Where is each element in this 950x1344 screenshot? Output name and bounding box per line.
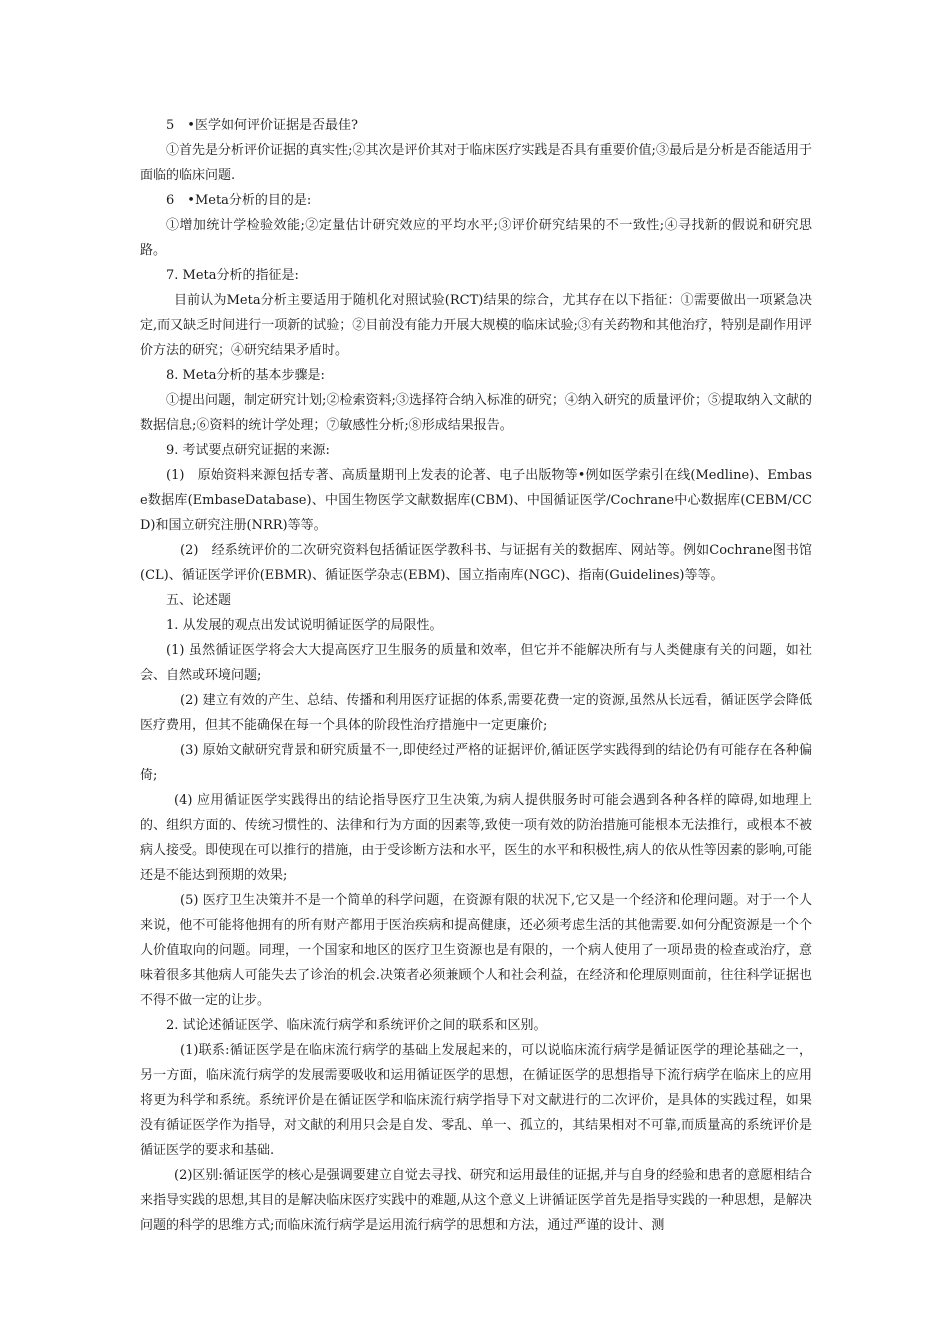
q8-heading: 8. Meta分析的基本步骤是: (166, 368, 325, 383)
document-body (140, 113, 812, 1238)
essay1-point-2: (2) 建立有效的产生、总结、传播和利用医疗证据的体系,需要花费一定的资源,虽然从长远看，循证医学会降低医疗费用，但其不能确保在每一个具体的阶段性治疗措施中一定更廉价; (140, 693, 812, 733)
essay2-difference: (2)区别:循证医学的核心是强调要建立自觉去寻找、研究和运用最佳的证据,并与自身的经验和患者的意愿相结合来指导实践的思想,其目的是解决临床医疗实践中的难题,从这个意义上讲循证医学首先是指导实践的一种思想，是解决问题的科学的思维方式;而临床流行病学是运用流行病学的思想和方法，通过严谨的设计、测 (140, 1168, 812, 1233)
essay2-heading: 2. 试论述循证医学、临床流行病学和系统评价之间的联系和区别。 (166, 1018, 547, 1033)
q8-answer: ①提出问题，制定研究计划;②检索资料;③选择符合纳入标准的研究；④纳入研究的质量评价；⑤提取纳入文献的数据信息;⑥资料的统计学处理；⑦敏感性分析;⑧形成结果报告。 (140, 393, 812, 433)
q5-answer: ①首先是分析评价证据的真实性;②其次是评价其对于临床医疗实践是否具有重要价值;③最后是分析是否能适用于面临的临床问题. (140, 143, 812, 183)
essay2-connection: (1)联系:循证医学是在临床流行病学的基础上发展起来的，可以说临床流行病学是循证医学的理论基础之一，另一方面，临床流行病学的发展需要吸收和运用循证医学的思想，在循证医学的思想指导下流行病学在临床上的应用将更为科学和系统。系统评价是在循证医学和临床流行病学指导下对文献进行的二次评价，是具体的实践过程，如果没有循证医学作为指导，对文献的利用只会是自发、零乱、单一、孤立的，其结果相对不可靠,而质量高的系统评价是循证医学的要求和基础. (140, 1043, 812, 1158)
q9-heading: 9. 考试要点研究证据的来源: (166, 443, 330, 458)
essay1-heading: 1. 从发展的观点出发试说明循证医学的局限性。 (166, 618, 443, 633)
essay1-point-1: (1) 虽然循证医学将会大大提高医疗卫生服务的质量和效率，但它并不能解决所有与人类健康有关的问题，如社会、自然或环境问题; (140, 643, 812, 683)
q5-heading: 5 •医学如何评价证据是否最佳? (166, 118, 358, 133)
section-heading: 五、论述题 (166, 593, 232, 608)
q7-answer: 目前认为Meta分析主要适用于随机化对照试验(RCT)结果的综合，尤其存在以下指征：①需要做出一项紧急决定,而又缺乏时间进行一项新的试验；②目前没有能力开展大规模的临床试验;③有关药物和其他治疗，特别是副作用评价方法的研究；④研究结果矛盾时。 (140, 293, 812, 358)
q6-answer: ①增加统计学检验效能;②定量估计研究效应的平均水平;③评价研究结果的不一致性;④寻找新的假说和研究思路。 (140, 218, 812, 258)
q6-heading: 6 •Meta分析的目的是: (166, 193, 312, 208)
essay1-point-4: (4) 应用循证医学实践得出的结论指导医疗卫生决策,为病人提供服务时可能会遇到各种各样的障碍,如地理上的、组织方面的、传统习惯性的、法律和行为方面的因素等,致使一项有效的防治措施可能根本无法推行，或根本不被病人接受。即使现在可以推行的措施，由于受诊断方法和水平，医生的水平和积极性,病人的依从性等因素的影响,可能还是不能达到预期的效果; (140, 793, 812, 883)
q9-answer-2: (2) 经系统评价的二次研究资料包括循证医学教科书、与证据有关的数据库、网站等。例如Cochrane图书馆(CL)、循证医学评价(EBMR)、循证医学杂志(EBM)、国立指南库(NGC)、指南(Guidelines)等等。 (140, 543, 812, 583)
q9-answer-1: (1) 原始资料来源包括专著、高质量期刊上发表的论著、电子出版物等•例如医学索引在线(Medline)、Embase数据库(EmbaseDatabase)、中国生物医学文献数据库(CBM)、中国循证医学/Cochrane中心数据库(CEBM/CCD)和国立研究注册(NRR)等等。 (140, 468, 812, 533)
q7-heading: 7. Meta分析的指征是: (166, 268, 299, 283)
essay1-point-3: (3) 原始文献研究背景和研究质量不一,即使经过严格的证据评价,循证医学实践得到的结论仍有可能存在各种偏倚; (140, 743, 812, 783)
essay1-point-5: (5) 医疗卫生决策并不是一个简单的科学问题，在资源有限的状况下,它又是一个经济和伦理问题。对于一个人来说，他不可能将他拥有的所有财产都用于医治疾病和提高健康，还必须考虑生活的其他需要.如何分配资源是一个个人价值取向的问题。同理，一个国家和地区的医疗卫生资源也是有限的，一个病人使用了一项昂贵的检查或治疗，意味着很多其他病人可能失去了诊治的机会.决策者必须兼顾个人和社会利益，在经济和伦理原则面前，往往科学证据也不得不做一定的让步。 (140, 893, 812, 1008)
